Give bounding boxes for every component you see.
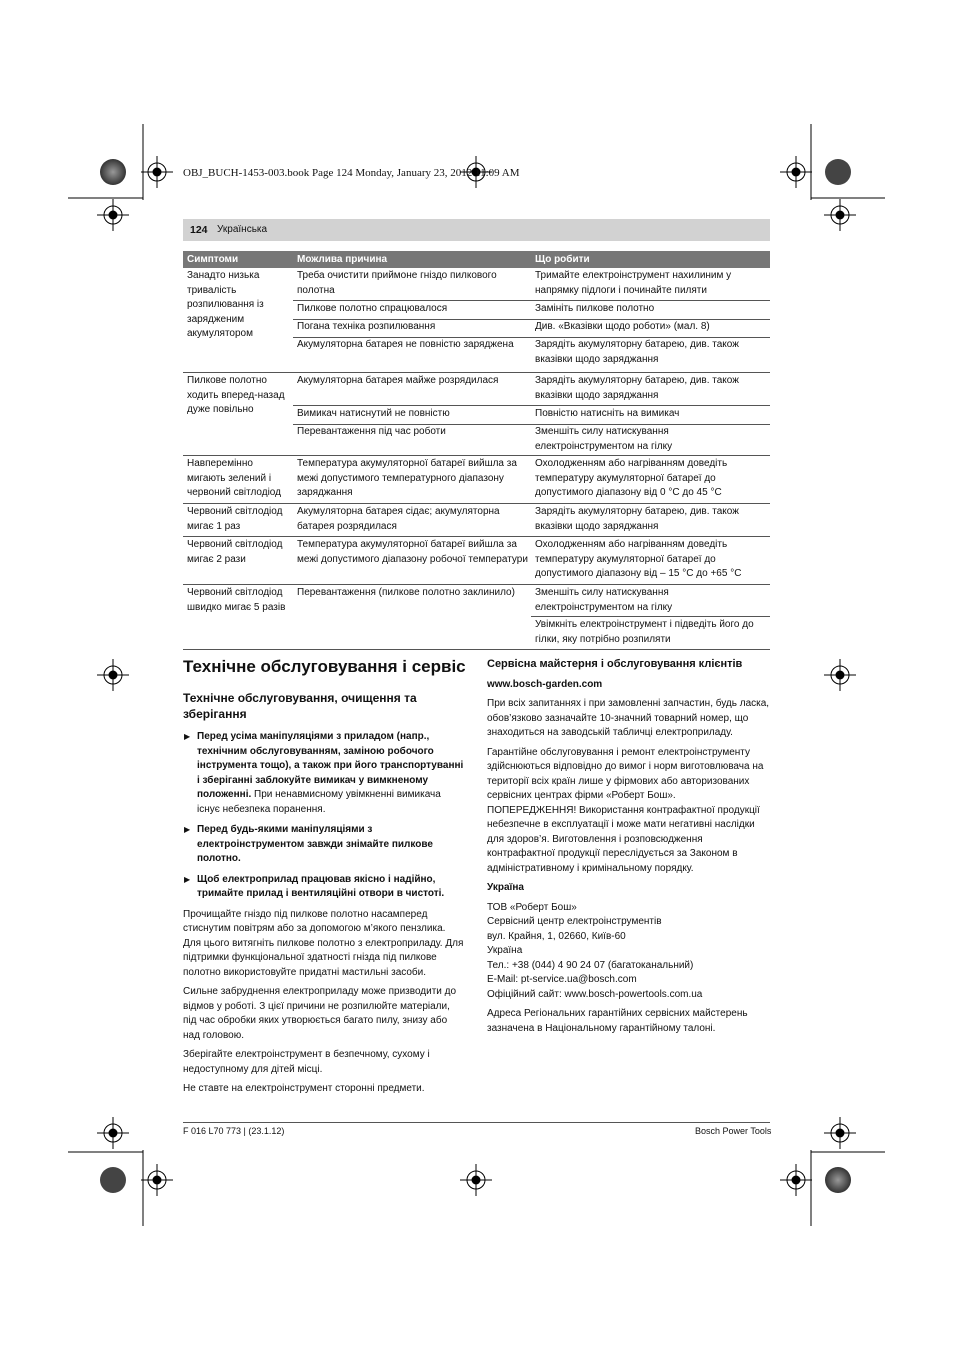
symptom-cell: Червоний світлодіод мигає 2 рази: [187, 539, 283, 565]
paragraph: При всіх запитаннях і при замовленні запчастин, будь ласка, обов’язково зазначайте 10-значний товарний номер, що знаходиться на заводській табличці електроприладу.: [487, 698, 770, 738]
bullet-item: [183, 730, 465, 817]
address-line: ТОВ «Роберт Бош»: [487, 901, 577, 913]
table-row: [183, 585, 770, 649]
address-block: [487, 901, 771, 1003]
paragraph: Сильне забруднення електроприладу може призводити до відмов у роботі. З цієї причини не розпилюйте матеріали, під час обробки яких утворюється багато пилу, знизу або над головою.: [183, 986, 457, 1041]
cause-cell: Акумуляторна батарея майже розрядилася: [297, 375, 499, 386]
symptom-cell: Занадто низька тривалість розпилювання із зарядженим акумулятором: [187, 270, 264, 339]
cause-cell: Погана техніка розпилювання: [297, 321, 436, 332]
paragraph: Прочищайте гніздо під пилкове полотно насамперед стиснутим повітрям або за допомогою м’якого пензлика. Для цього витягніть пилкове полотно з електроприладу. Для підтримки функціональної здатності гнізда під пилкове полотно використовуйте придатні мастильні засоби.: [183, 908, 464, 978]
address-line: вул. Крайня, 1, 02660, Київ-60: [487, 930, 626, 942]
footer-brand: Bosch Power Tools: [695, 1126, 772, 1136]
paragraph: Не ставте на електроінструмент сторонні предмети.: [183, 1083, 425, 1094]
action-cell: Охолодженням або нагріванням доведіть температуру акумуляторної батареї до допустимого діапазону від – 15 °C до +65 °C: [535, 539, 742, 579]
table-row: [183, 268, 770, 372]
cause-cell: Вимикач натиснутий не повністю: [297, 408, 450, 419]
right-column: [487, 657, 771, 1041]
table-row: [183, 456, 770, 503]
cause-cell: Акумуляторна батарея не повністю заряджена: [297, 339, 514, 350]
paragraph: Адреса Регіональних гарантійних сервісних майстерень зазначена в Національному гарантійному талоні.: [487, 1008, 748, 1034]
table-row: [183, 537, 770, 584]
col-action: Що робити: [535, 254, 590, 265]
paragraph: ПОПЕРЕДЖЕННЯ! Використання контрафактної продукції небезпечне в експлуатації і може мати негативні наслідки для здоров’я. Виготовлення і розповсюдження контрафактної продукції переслідується за Законом в адміністративному і кримінальному порядку.: [487, 804, 760, 874]
page-header: [183, 219, 770, 241]
cause-cell: Температура акумуляторної батареї вийшла за межі допустимого діапазону робочої температури: [297, 539, 528, 565]
address-line: Тел.: +38 (044) 4 90 24 07 (багатоканальний): [487, 959, 694, 971]
cause-cell: Перевантаження (пилкове полотно заклинило): [297, 587, 515, 598]
table-row: [183, 504, 770, 536]
bullet-item: ▶ Перед будь-якими маніпуляціями з електроінструментом завжди знімайте пилкове полотно.: [183, 823, 465, 867]
cause-cell: Перевантаження під час роботи: [297, 426, 446, 437]
troubleshooting-table: [183, 251, 770, 650]
left-column: [183, 690, 465, 1102]
address-line: Офіційний сайт: www.bosch-powertools.com.ua: [487, 988, 703, 1000]
col-symptoms: Симптоми: [187, 254, 239, 265]
symptom-cell: Червоний світлодіод швидко мигає 5 разів: [187, 587, 286, 613]
address-line: Україна: [487, 945, 523, 956]
address-line: E-Mail: pt-service.ua@bosch.com: [487, 974, 637, 985]
action-cell: Зменшіть силу натискування електроінструментом на гілку: [535, 587, 673, 613]
website-link[interactable]: www.bosch-garden.com: [487, 678, 603, 690]
page-language: Українська: [217, 224, 268, 235]
symptom-cell: Пилкове полотно ходить вперед-назад дуже повільно: [187, 375, 285, 415]
action-cell: Охолодженням або нагріванням доведіть температуру акумуляторної батареї до допустимого діапазону від 0 °C до 45 °C: [535, 458, 728, 498]
action-cell: Зменшіть силу натискування електроінструментом на гілку: [535, 426, 673, 452]
action-cell: Зарядіть акумуляторну батарею, див. також вказівки щодо заряджання: [535, 339, 739, 365]
action-cell: Тримайте електроінструмент нахилиним у напрямку підлоги і починайте пиляти: [535, 270, 732, 296]
bullet-bold-text: Перед усіма маніпуляціями з приладом (напр., технічним обслуговуванням, заміною робочого інструмента тощо), а також при його транспортуванні і зберіганні заблокуйте вимикач у вимкненому положенні.: [197, 731, 464, 800]
action-cell: Зарядіть акумуляторну батарею, див. також вказівки щодо заряджання: [535, 375, 739, 401]
table-row: [183, 373, 770, 455]
bullet-normal-text: При ненавмисному увімкненні вимикача існує небезпека поранення.: [197, 789, 441, 815]
address-line: Сервісний центр електроінструментів: [487, 916, 662, 927]
symptom-cell: Червоний світлодіод мигає 1 раз: [187, 506, 283, 532]
action-cell: Замініть пилкове полотно: [535, 303, 655, 314]
page-number: 124: [190, 224, 208, 236]
section-title: Технічне обслуговування і сервіс: [183, 657, 466, 676]
cause-cell: Треба очистити приймоне гніздо пилкового полотна: [297, 270, 497, 296]
table-header: [183, 251, 770, 268]
symptom-cell: Навперемінно мигають зелений і червоний світлодіод: [187, 458, 281, 498]
action-cell: Повністю натисніть на вимикач: [535, 408, 680, 419]
action-cell: Увімкніть електроінструмент і підведіть його до гілки, яку потрібно розпиляти: [535, 619, 754, 645]
paragraph: Гарантійне обслуговування і ремонт електроінструменту здійснюються відповідно до вимог і норм виготовлювача на території всіх країн лише у фірмових або авторизованих сервісних центрах фірми «Роберт Бош».: [487, 746, 764, 801]
paragraph: Зберігайте електроінструмент в безпечному, сухому і недоступному для дітей місці.: [183, 1049, 430, 1075]
cause-cell: Температура акумуляторної батареї вийшла за межі допустимого температурного діапазону заряджання: [297, 458, 517, 498]
cause-cell: Акумуляторна батарея сідає; акумуляторна батарея розрядилася: [297, 506, 500, 532]
col-cause: Можлива причина: [297, 254, 388, 265]
subsection-title: Технічне обслуговування, очищення та зберігання: [183, 691, 417, 721]
service-heading: Сервісна майстерня і обслуговування клієнтів: [487, 658, 743, 670]
country-heading: Україна: [487, 882, 524, 893]
book-line: OBJ_BUCH-1453-003.book Page 124 Monday, January 23, 2012 11:09 AM: [183, 167, 520, 179]
action-cell: Див. «Вказівки щодо роботи» (мал. 8): [535, 321, 710, 332]
bullet-item: ▶ Щоб електроприлад працював якісно і надійно, тримайте прилад і вентиляційні отвори в чистоті.: [183, 873, 465, 902]
footer-code: F 016 L70 773 | (23.1.12): [183, 1126, 285, 1136]
cause-cell: Пилкове полотно спрацювалося: [297, 303, 448, 314]
action-cell: Зарядіть акумуляторну батарею, див. також вказівки щодо заряджання: [535, 506, 739, 532]
